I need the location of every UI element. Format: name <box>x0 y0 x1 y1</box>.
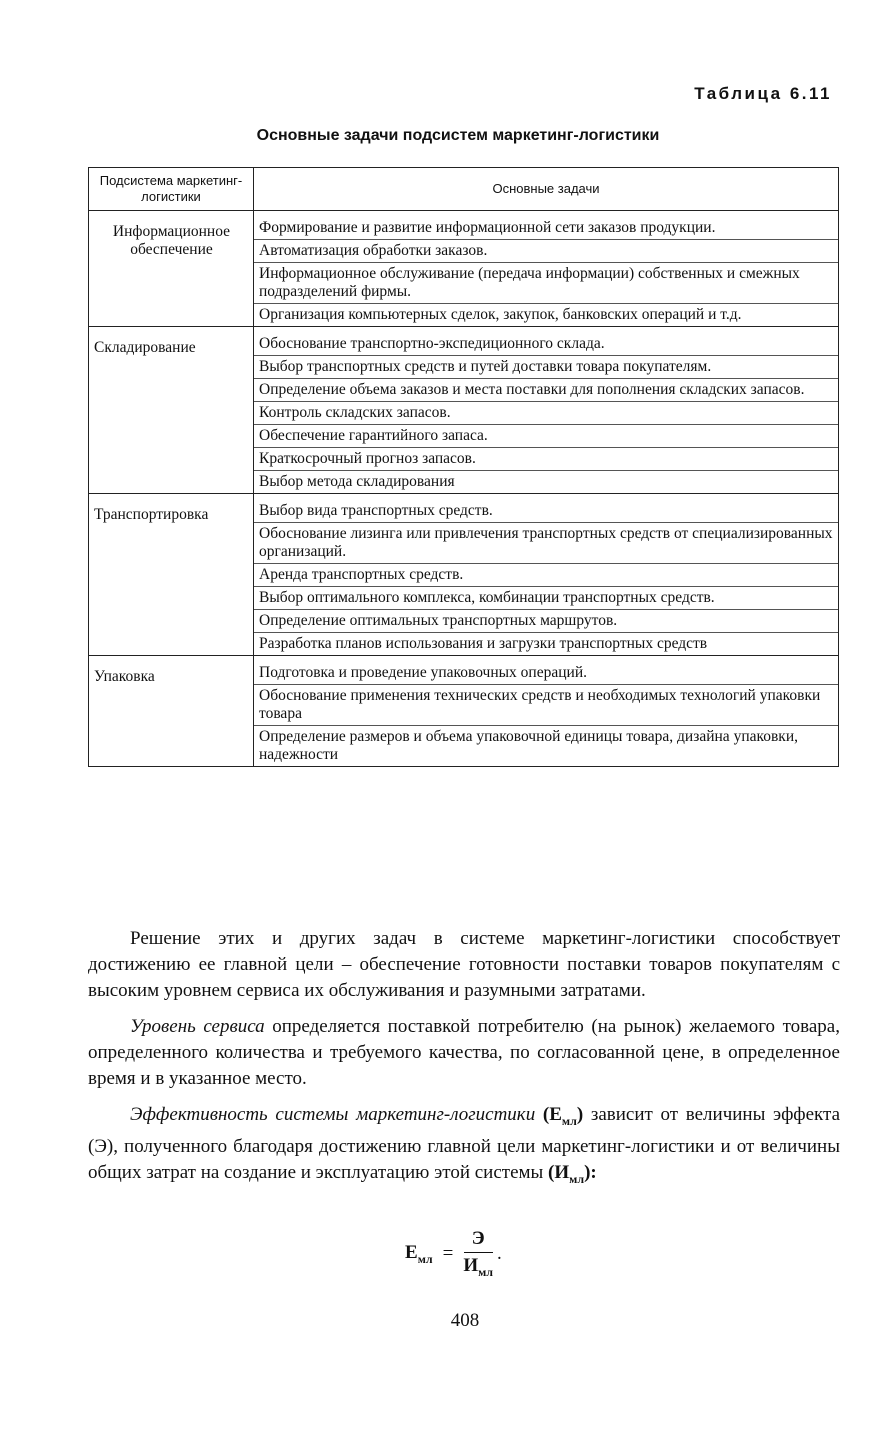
paragraph-1-text: Решение этих и других задач в системе маркетинг-логистики способствует достижению ее главной цели – обеспечение готовности поставки товаров покупателям с высоким уровнем сервиса их обслуживания и разумными затратами. <box>88 928 840 1001</box>
tasks-cell <box>254 656 839 767</box>
task-item: Формирование и развитие информационной сети заказов продукции. <box>254 211 838 240</box>
task-item: Контроль складских запасов. <box>254 402 838 425</box>
table-title: Основные задачи подсистем маркетинг-логистики <box>256 127 660 144</box>
task-item: Обоснование применения технических средств и необходимых технологий упаковки товара <box>254 685 838 726</box>
paragraph-2-text: определяется поставкой потребителю (на рынок) желаемого товара, определенного количества и требуемого качества, по согласованной цене, в определенное время и в указанное место. <box>88 1016 840 1089</box>
page-number: 408 <box>450 1310 480 1331</box>
subsystem-name: Упаковка <box>94 668 155 685</box>
tasks-cell <box>254 327 839 494</box>
task-item: Определение оптимальных транспортных маршрутов. <box>254 610 838 633</box>
formula-equals: = <box>442 1242 454 1264</box>
subsystem-cell <box>89 656 254 767</box>
formula-denominator: $И_{мл}$ <box>463 1255 493 1279</box>
task-item: Обеспечение гарантийного запаса. <box>254 425 838 448</box>
term-efficiency: Эффективность системы маркетинг-логистики <box>130 1104 536 1125</box>
paragraph-1 <box>88 926 840 1004</box>
task-item: Выбор метода складирования <box>259 473 455 490</box>
formula <box>405 1228 502 1280</box>
subsystem-name: Информационное обеспечение <box>112 223 231 258</box>
task-item: Выбор транспортных средств и путей доставки товара покупателям. <box>254 356 838 379</box>
task-item: Информационное обслуживание (передача информации) собственных и смежных подразделений фирмы. <box>254 263 838 304</box>
table-row <box>89 656 839 767</box>
paragraph-3 <box>88 1102 840 1192</box>
task-item: Обоснование транспортно-экспедиционного склада. <box>254 327 838 356</box>
subsystem-name: Транспортировка <box>94 506 209 523</box>
task-item: Разработка планов использования и загрузки транспортных средств <box>259 635 708 652</box>
table-number: Таблица 6.11 <box>694 84 832 103</box>
task-item: Обоснование лизинга или привлечения транспортных средств от специализированных организаций. <box>254 523 838 564</box>
formula-lhs: $Е_{мл}$ <box>405 1241 433 1266</box>
table-row <box>89 327 839 494</box>
table-row <box>89 494 839 656</box>
tasks-table <box>88 167 839 767</box>
table-row <box>89 211 839 327</box>
body-text <box>88 926 840 1202</box>
task-item: Определение размеров и объема упаковочной единицы товара, дизайна упаковки, надежности <box>259 728 799 763</box>
formula-numerator: Э <box>464 1228 493 1253</box>
task-item: Аренда транспортных средств. <box>254 564 838 587</box>
tasks-cell <box>254 494 839 656</box>
col-header-subsystem: Подсистема маркетинг-логистики <box>89 168 254 211</box>
task-item: Выбор вида транспортных средств. <box>254 494 838 523</box>
task-item: Определение объема заказов и места поставки для пополнения складских запасов. <box>254 379 838 402</box>
task-item: Выбор оптимального комплекса, комбинации транспортных средств. <box>254 587 838 610</box>
subsystem-cell <box>89 211 254 327</box>
formula-fraction <box>463 1228 493 1280</box>
task-item: Краткосрочный прогноз запасов. <box>254 448 838 471</box>
formula-tail: . <box>497 1242 502 1264</box>
task-item: Организация компьютерных сделок, закупок, банковских операций и т.д. <box>259 306 742 323</box>
symbol-eml: $(Е_{мл})$ <box>542 1104 584 1128</box>
subsystem-cell <box>89 494 254 656</box>
paragraph-2 <box>88 1014 840 1092</box>
term-service-level: Уровень сервиса <box>130 1016 265 1037</box>
subsystem-cell <box>89 327 254 494</box>
tasks-cell <box>254 211 839 327</box>
task-item: Автоматизация обработки заказов. <box>254 240 838 263</box>
paragraph-3-text: зависит от величины эффекта (Э), полученного благодаря достижению главной цели маркетинг-логистики и от величины общих затрат на создание и эксплуатацию этой системы <box>88 1104 840 1183</box>
symbol-iml: $(И_{мл})$: <box>548 1161 597 1186</box>
subsystem-name: Складирование <box>94 339 196 356</box>
table-header-row <box>89 168 839 211</box>
task-item: Подготовка и проведение упаковочных операций. <box>254 656 838 685</box>
col-header-tasks: Основные задачи <box>254 168 839 211</box>
